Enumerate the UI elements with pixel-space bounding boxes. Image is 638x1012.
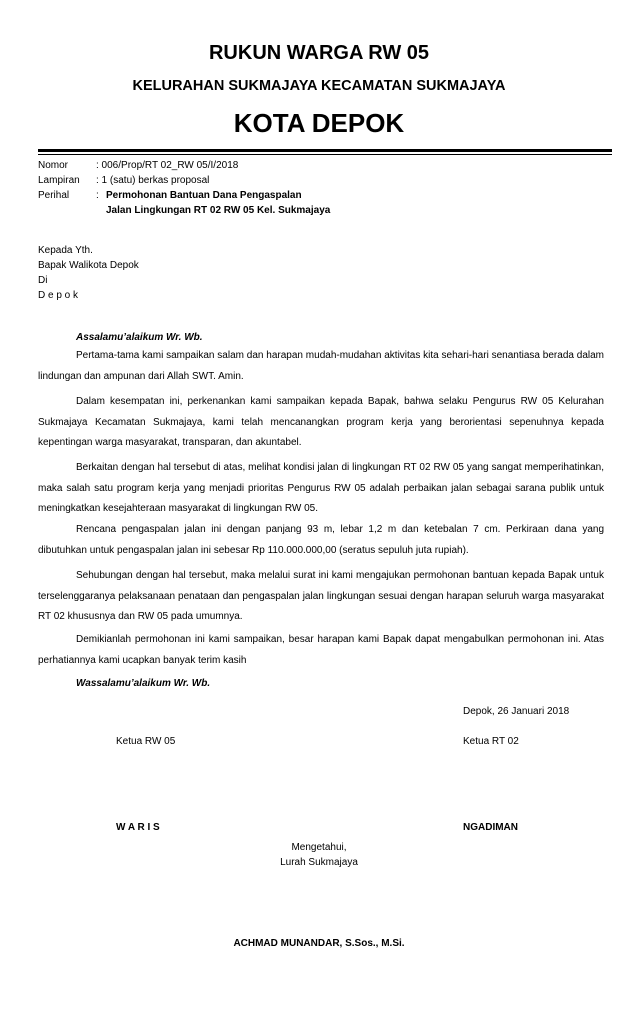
left-signer-name: W A R I S xyxy=(116,822,160,833)
org-subtitle: KELURAHAN SUKMAJAYA KECAMATAN SUKMAJAYA xyxy=(132,78,506,94)
city-title: KOTA DEPOK xyxy=(233,108,405,138)
perihal-line1: Permohonan Bantuan Dana Pengaspalan xyxy=(106,190,302,201)
right-signer-title: Ketua RT 02 xyxy=(463,736,519,747)
nomor-label: Nomor xyxy=(38,160,69,171)
paragraph-1: Pertama-tama kami sampaikan salam dan harapan mudah-mudahan aktivitas kita sehari-hari senantiasa berada dalam lindungan dan ampunan dari Allah SWT. Amin. xyxy=(38,350,604,382)
perihal-line2: Jalan Lingkungan RT 02 RW 05 Kel. Sukmajaya xyxy=(106,205,331,216)
perihal-colon: : xyxy=(96,190,99,201)
recipient-line2: Bapak Walikota Depok xyxy=(38,260,139,271)
paragraph-5: Sehubungan dengan hal tersebut, maka melalui surat ini kami mengajukan permohonan bantuan kepada Bapak untuk terselenggaranya pelaksanaan penataan dan pengaspalan jalan lingkungan sesuai dengan harapan seluruh warga masyarakat RT 02 khususnya dan RW 05 pada umumnya. xyxy=(38,570,604,622)
header-rule-thick xyxy=(38,149,612,152)
lampiran-value: : 1 (satu) berkas proposal xyxy=(96,175,210,186)
acknowledge-label: Mengetahui, xyxy=(291,842,347,853)
recipient-line1: Kepada Yth. xyxy=(38,245,93,256)
left-signer-title: Ketua RW 05 xyxy=(116,736,176,747)
paragraph-3: Berkaitan dengan hal tersebut di atas, melihat kondisi jalan di lingkungan RT 02 RW 05 yang sangat memperihatinkan, maka salah satu program kerja yang menjadi prioritas Pengurus RW 05 adalah perbaikan jalan sebagai sarana publik untuk meningkatkan kesejahteraan masyarakat di lingkungan RW 05. xyxy=(38,462,604,514)
paragraph-4: Rencana pengaspalan jalan ini dengan panjang 93 m, lebar 1,2 m dan ketebalan 7 cm. Perkiraan dana yang dibutuhkan untuk pengaspalan jalan ini sebesar Rp 110.000.000,00 (seratus sepuluh juta rupiah). xyxy=(38,524,604,556)
nomor-value: : 006/Prop/RT 02_RW 05/I/2018 xyxy=(96,160,239,171)
recipient-line3: Di xyxy=(38,275,48,286)
lurah-title: Lurah Sukmajaya xyxy=(280,857,358,868)
closing-greeting: Wassalamu’alaikum Wr. Wb. xyxy=(76,678,211,689)
greeting: Assalamu’alaikum Wr. Wb. xyxy=(76,332,203,343)
paragraph-6: Demikianlah permohonan ini kami sampaikan, besar harapan kami Bapak dapat mengabulkan permohonan ini. Atas perhatiannya kami ucapkan banyak terim kasih xyxy=(38,634,604,666)
lurah-name: ACHMAD MUNANDAR, S.Sos., M.Si. xyxy=(233,938,405,949)
paragraph-2: Dalam kesempatan ini, perkenankan kami sampaikan kepada Bapak, bahwa selaku Pengurus RW 05 Kelurahan Sukmajaya Kecamatan Sukmajaya, kami telah mencanangkan program kerja yang berorientasi sepenuhnya kepada kepentingan warga masyarakat, transparan, dan akuntabel. xyxy=(38,396,604,448)
header-rule-thin xyxy=(38,154,612,155)
place-date: Depok, 26 Januari 2018 xyxy=(463,706,570,717)
lampiran-label: Lampiran xyxy=(38,175,80,186)
perihal-label: Perihal xyxy=(38,190,70,201)
recipient-line4: D e p o k xyxy=(38,290,79,301)
org-title: RUKUN WARGA RW 05 xyxy=(208,42,429,64)
right-signer-name: NGADIMAN xyxy=(463,822,518,833)
